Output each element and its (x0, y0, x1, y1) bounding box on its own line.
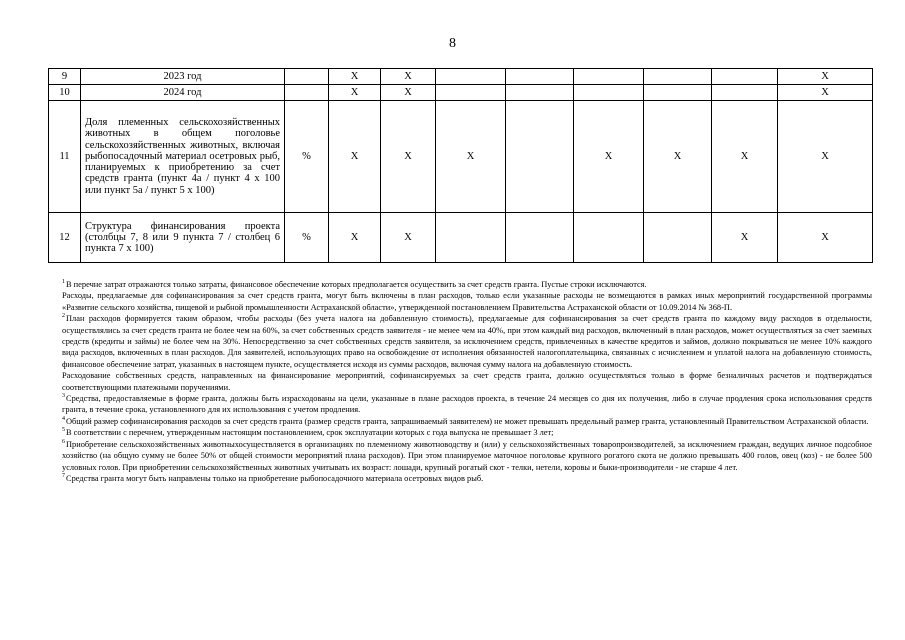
footnote-text: Расходование собственных средств, направленных на финансирование мероприятий, софинансируемых за счет средств гранта, должно осуществляться только в форме безналичных расчетов и подтверждаться соответствующими платежными поручениями. (62, 371, 872, 392)
row-number: 10 (49, 85, 81, 101)
cell-col-8 (574, 213, 644, 263)
cell-col-6: X (436, 101, 506, 213)
row-description: Структура финансирования проекта (столбцы 7, 8 или 9 пункта 7 / столбец 6 пункта 7 х 100) (81, 213, 285, 263)
cell-col-4: X (329, 101, 381, 213)
cell-col-4: X (329, 213, 381, 263)
footnote-marker: 2 (62, 313, 65, 320)
footnote (62, 279, 872, 290)
cell-col-11: X (778, 101, 873, 213)
row-description: 2023 год (81, 69, 285, 85)
cell-col-8 (574, 85, 644, 101)
footnote (62, 416, 872, 427)
footnote (62, 370, 872, 393)
cell-col-6 (436, 85, 506, 101)
cell-col-4: X (329, 85, 381, 101)
cell-col-9 (644, 213, 712, 263)
footnote-text: В соответствии с перечнем, утвержденным настоящим постановлением, срок эксплуатации которых с года выпуска не превышает 3 лет; (66, 428, 554, 438)
table-row (49, 69, 873, 85)
footnote-text: Расходы, предлагаемые для софинансирования за счет средств гранта, могут быть включены в план расходов, только если указанные расходы не возмещаются в рамках иных мероприятий государственной программы «Развитие сельского хозяйства, пищевой и рыбной промышленности Астраханской области», утвержденной постановлением Правительства Астраханской области от 10.09.2014 № 368-П. (62, 291, 872, 312)
cell-col-7 (506, 213, 574, 263)
cell-col-5: X (381, 69, 436, 85)
footnote-marker: 5 (62, 427, 65, 434)
row-number: 9 (49, 69, 81, 85)
cell-col-5: X (381, 101, 436, 213)
cell-col-10: X (712, 101, 778, 213)
footnote-marker: 1 (62, 279, 65, 286)
page-number: 8 (449, 36, 456, 51)
cell-col-8 (574, 69, 644, 85)
cell-col-9 (644, 69, 712, 85)
footnote-marker: 7 (62, 473, 65, 480)
cell-col-11: X (778, 69, 873, 85)
cell-col-10 (712, 85, 778, 101)
cell-col-6 (436, 69, 506, 85)
footnotes (62, 279, 872, 484)
cell-col-8: X (574, 101, 644, 213)
table-row (49, 85, 873, 101)
cell-col-11: X (778, 85, 873, 101)
footnote-text: Общий размер софинансирования расходов за счет средств гранта (размер средств гранта, запрашиваемый заявителем) не может превышать предельный размер гранта, установленный Правительством Астраханской области. (66, 416, 869, 426)
cell-col-10 (712, 69, 778, 85)
row-unit (285, 69, 329, 85)
footnote-text: В перечне затрат отражаются только затраты, финансовое обеспечение которых предполагается осуществить за счет средств гранта. Пустые строки исключаются. (66, 280, 647, 289)
cell-col-7 (506, 69, 574, 85)
table-row (49, 101, 873, 213)
footnote (62, 439, 872, 473)
row-unit: % (285, 101, 329, 213)
row-number: 11 (49, 101, 81, 213)
footnote-text: План расходов формируется таким образом, чтобы расходы (без учета налога на добавленную стоимость), предлагаемые для софинансирования за счет средств гранта по каждому виду расходов в отдельности, осуществлялись за счет средств гранта не более чем на 60%, за счет собственных средств заявителя - не менее чем на 40%, при этом каждый вид расходов, включенный в план расходов, может осуществляться за счет заемных средств (кредиты и займы) не более чем на 30%. Непосредственно за счет собственных средств заявителя, за исключением средств, привлеченных в качестве кредитов и займов, должно покрываться не менее 10% каждого вида расходов, включенных в план расходов. Для заявителей, использующих право на освобождение от исполнения обязанностей налогоплательщика, связанных с исчислением и уплатой налога на добавленную стоимость, финансовое обеспечение затрат, указанных в настоящем пункте, осуществляется исходя из суммы расходов, включая сумму налога на добавленную стоимость. (62, 314, 872, 369)
footnote (62, 473, 872, 484)
footnote (62, 393, 872, 416)
footnote (62, 313, 872, 370)
row-number: 12 (49, 213, 81, 263)
cell-col-5: X (381, 85, 436, 101)
row-description: 2024 год (81, 85, 285, 101)
cell-col-7 (506, 101, 574, 213)
cell-col-9 (644, 85, 712, 101)
footnote-text: Приобретение сельскохозяйственных животныхосуществляется в организациях по племенному животноводству и (или) у сельскохозяйственных товаропроизводителей, за исключением граждан, ведущих личное подсобное хозяйство (на общую сумму не более 50% от общей стоимости мероприятий плана расходов). При этом планируемое маточное поголовье крупного рогатого скота не должно превышать 400 голов, овец (коз) - не более 500 условных голов. При приобретении сельскохозяйственных животных учитывать их возраст: лошади, крупный рогатый скот - телки, нетели, коровы и быки-производители - не старше 4 лет. (62, 439, 872, 472)
footnote-text: Средства гранта могут быть направлены только на приобретение рыбопосадочного материала осетровых видов рыб. (66, 473, 484, 483)
cell-col-9: X (644, 101, 712, 213)
footnote-text: Средства, предоставляемые в форме гранта, должны быть израсходованы на цели, указанные в плане расходов проекта, в течение 24 месяцев со дня их получения, либо в случае продления срока использования средств гранта, в течение срока, установленного для их использования с учетом продления. (62, 394, 872, 415)
cell-col-7 (506, 85, 574, 101)
row-unit: % (285, 213, 329, 263)
footnote-marker: 3 (62, 393, 65, 400)
cell-col-5: X (381, 213, 436, 263)
footnote (62, 427, 872, 438)
cell-col-4: X (329, 69, 381, 85)
footnote (62, 290, 872, 313)
expense-indicators-table (48, 68, 873, 263)
row-unit (285, 85, 329, 101)
table-row (49, 213, 873, 263)
cell-col-10: X (712, 213, 778, 263)
cell-col-6 (436, 213, 506, 263)
cell-col-11: X (778, 213, 873, 263)
row-description: Доля племенных сельскохозяйственных животных в общем поголовье сельскохозяйственных животных, включая рыбопосадочный материал осетровых рыб, планируемых к приобретению за счет средств гранта (пункт 4а / пункт 4 х 100 или пункт 5а / пункт 5 х 100) (81, 101, 285, 213)
footnote-marker: 6 (62, 438, 65, 445)
footnote-marker: 4 (62, 416, 65, 423)
